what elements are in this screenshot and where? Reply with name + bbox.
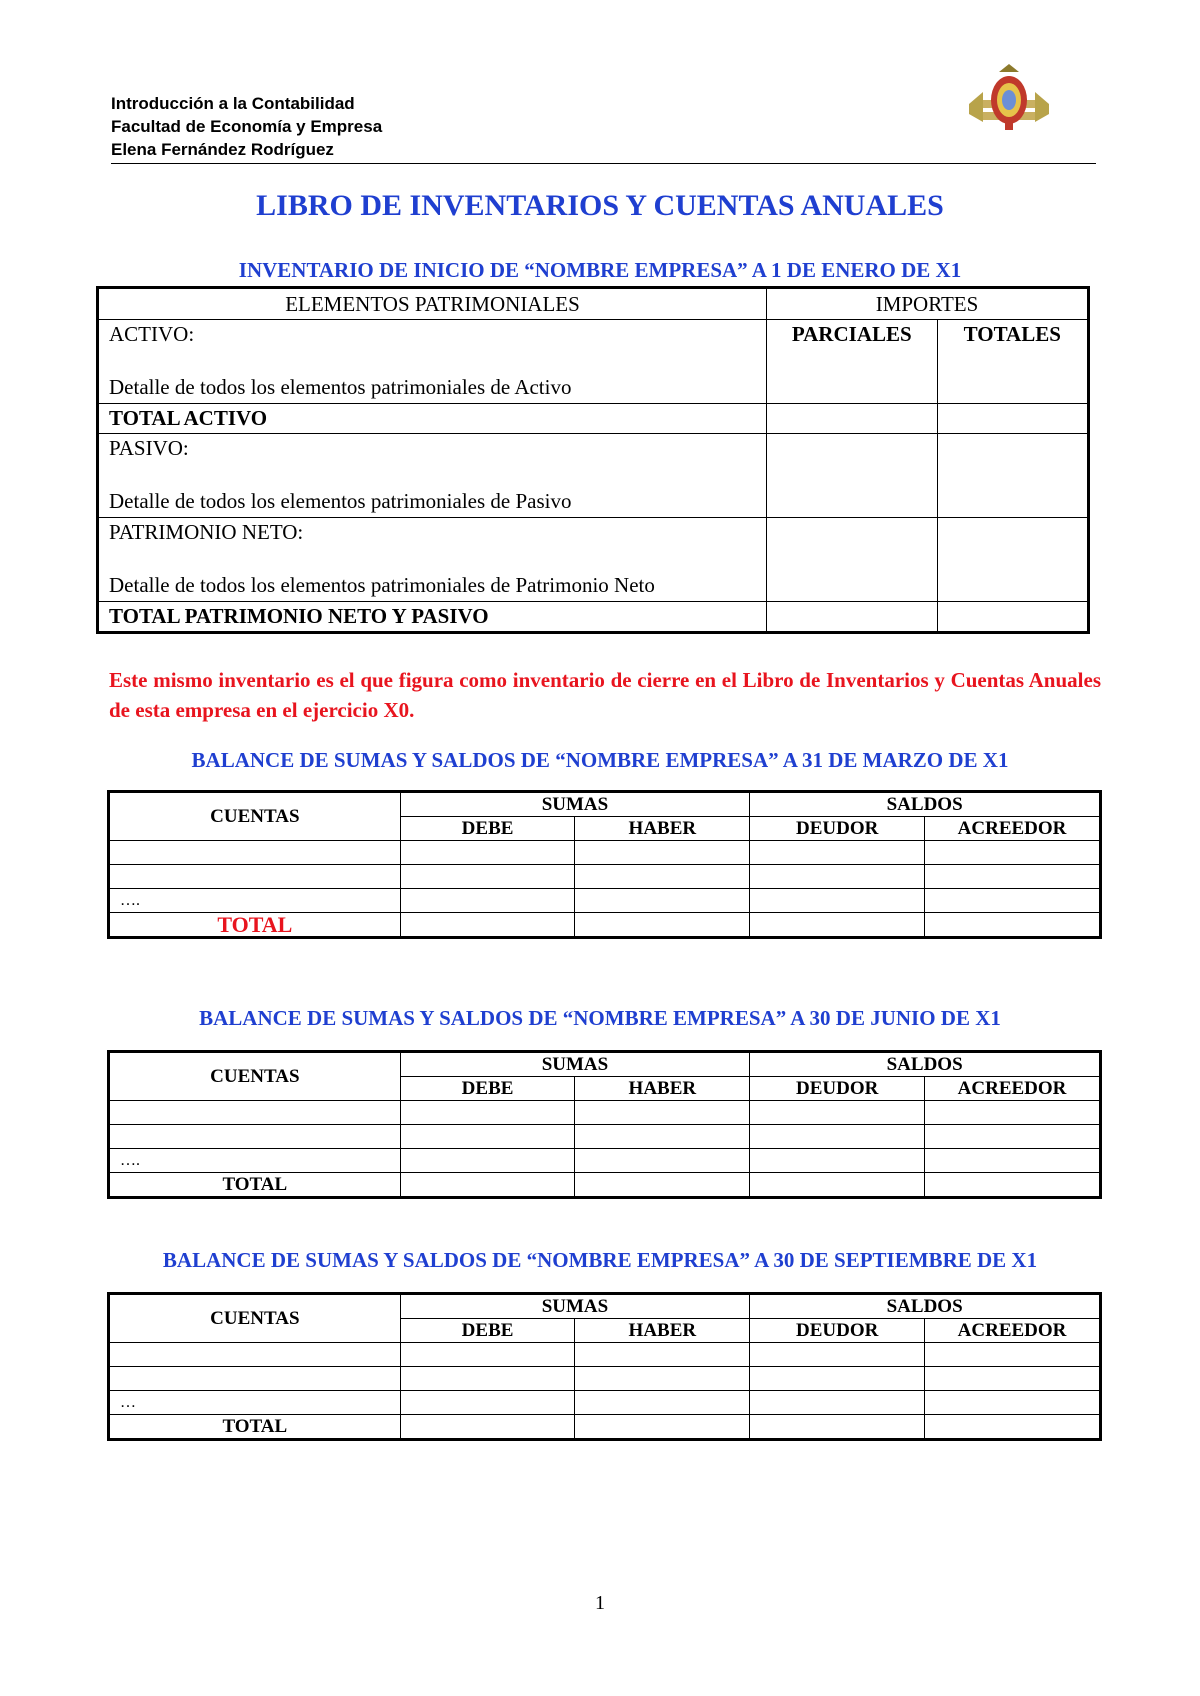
balance-table-september	[107, 1292, 1102, 1441]
col-cuentas: CUENTAS	[109, 792, 401, 841]
col-haber: HABER	[575, 817, 750, 841]
inventory-title: INVENTARIO DE INICIO DE “NOMBRE EMPRESA” A 1 DE ENERO DE X1	[238, 258, 962, 282]
table-row	[109, 1149, 1101, 1173]
col-acreedor: ACREEDOR	[925, 817, 1101, 841]
balance-title-june: BALANCE DE SUMAS Y SALDOS DE “NOMBRE EMPRESA” A 30 DE JUNIO DE X1	[199, 1006, 1001, 1030]
balance-title-march: BALANCE DE SUMAS Y SALDOS DE “NOMBRE EMPRESA” A 31 DE MARZO DE X1	[191, 748, 1009, 772]
col-sumas: SUMAS	[400, 1294, 750, 1319]
col-debe: DEBE	[400, 817, 575, 841]
table-row	[109, 1101, 1101, 1125]
activo-detail: Detalle de todos los elementos patrimoniales de Activo	[109, 375, 572, 399]
col-saldos: SALDOS	[750, 792, 1101, 817]
col-sumas: SUMAS	[400, 1052, 750, 1077]
patrimonio-neto-label: PATRIMONIO NETO:	[109, 520, 304, 544]
col-saldos: SALDOS	[750, 1294, 1101, 1319]
total-activo-label: TOTAL ACTIVO	[98, 404, 767, 434]
total-label: TOTAL	[109, 913, 401, 938]
total-row	[109, 1173, 1101, 1198]
col-haber: HABER	[575, 1319, 750, 1343]
table-row	[109, 1391, 1101, 1415]
header-divider	[111, 163, 1096, 164]
balance-table-march	[107, 790, 1102, 939]
author-name: Elena Fernández Rodríguez	[111, 140, 334, 159]
table-row	[109, 865, 1101, 889]
col-elements: ELEMENTOS PATRIMONIALES	[98, 288, 767, 320]
page-number: 1	[595, 1592, 605, 1614]
ellipsis-cell: ….	[109, 1149, 401, 1173]
total-label: TOTAL	[109, 1415, 401, 1440]
col-cuentas: CUENTAS	[109, 1052, 401, 1101]
pn-totales	[937, 518, 1088, 602]
col-parciales: PARCIALES	[767, 320, 938, 404]
total-row	[109, 913, 1101, 938]
balance-title-september: BALANCE DE SUMAS Y SALDOS DE “NOMBRE EMPRESA” A 30 DE SEPTIEMBRE DE X1	[162, 1248, 1038, 1272]
col-saldos: SALDOS	[750, 1052, 1101, 1077]
col-importes: IMPORTES	[767, 288, 1089, 320]
pasivo-cell	[98, 434, 767, 518]
table-row	[109, 1343, 1101, 1367]
header-text	[111, 92, 1096, 161]
patrimonio-neto-detail: Detalle de todos los elementos patrimoniales de Patrimonio Neto	[109, 573, 655, 597]
col-acreedor: ACREEDOR	[925, 1319, 1101, 1343]
faculty-name: Facultad de Economía y Empresa	[111, 117, 383, 136]
page-header	[111, 92, 1096, 161]
document-title: LIBRO DE INVENTARIOS Y CUENTAS ANUALES	[256, 189, 944, 222]
total-pn-parciales	[767, 602, 938, 633]
total-activo-parciales	[767, 404, 938, 434]
col-deudor: DEUDOR	[750, 817, 925, 841]
pasivo-parciales	[767, 434, 938, 518]
table-row	[109, 1367, 1101, 1391]
table-row	[109, 1125, 1101, 1149]
col-cuentas: CUENTAS	[109, 1294, 401, 1343]
closing-inventory-note: Este mismo inventario es el que figura como inventario de cierre en el Libro de Inventarios y Cuentas Anuales de esta empresa en el ejercicio X0.	[109, 668, 1101, 722]
activo-cell	[98, 320, 767, 404]
pasivo-label: PASIVO:	[109, 436, 189, 460]
ellipsis-cell: …	[109, 1391, 401, 1415]
col-totales: TOTALES	[937, 320, 1088, 404]
col-sumas: SUMAS	[400, 792, 750, 817]
col-haber: HABER	[575, 1077, 750, 1101]
inventory-table	[96, 286, 1090, 634]
pasivo-totales	[937, 434, 1088, 518]
col-debe: DEBE	[400, 1319, 575, 1343]
patrimonio-neto-cell	[98, 518, 767, 602]
col-debe: DEBE	[400, 1077, 575, 1101]
total-pn-pasivo-label: TOTAL PATRIMONIO NETO Y PASIVO	[98, 602, 767, 633]
pasivo-detail: Detalle de todos los elementos patrimoniales de Pasivo	[109, 489, 572, 513]
total-label: TOTAL	[109, 1173, 401, 1198]
course-name: Introducción a la Contabilidad	[111, 94, 355, 113]
col-deudor: DEUDOR	[750, 1319, 925, 1343]
activo-label: ACTIVO:	[109, 322, 195, 346]
table-row	[109, 889, 1101, 913]
table-row	[109, 841, 1101, 865]
total-pn-totales	[937, 602, 1088, 633]
total-activo-totales	[937, 404, 1088, 434]
balance-table-june	[107, 1050, 1102, 1199]
col-deudor: DEUDOR	[750, 1077, 925, 1101]
pn-parciales	[767, 518, 938, 602]
ellipsis-cell: ….	[109, 889, 401, 913]
total-row	[109, 1415, 1101, 1440]
university-crest-icon	[959, 62, 1059, 132]
col-acreedor: ACREEDOR	[925, 1077, 1101, 1101]
